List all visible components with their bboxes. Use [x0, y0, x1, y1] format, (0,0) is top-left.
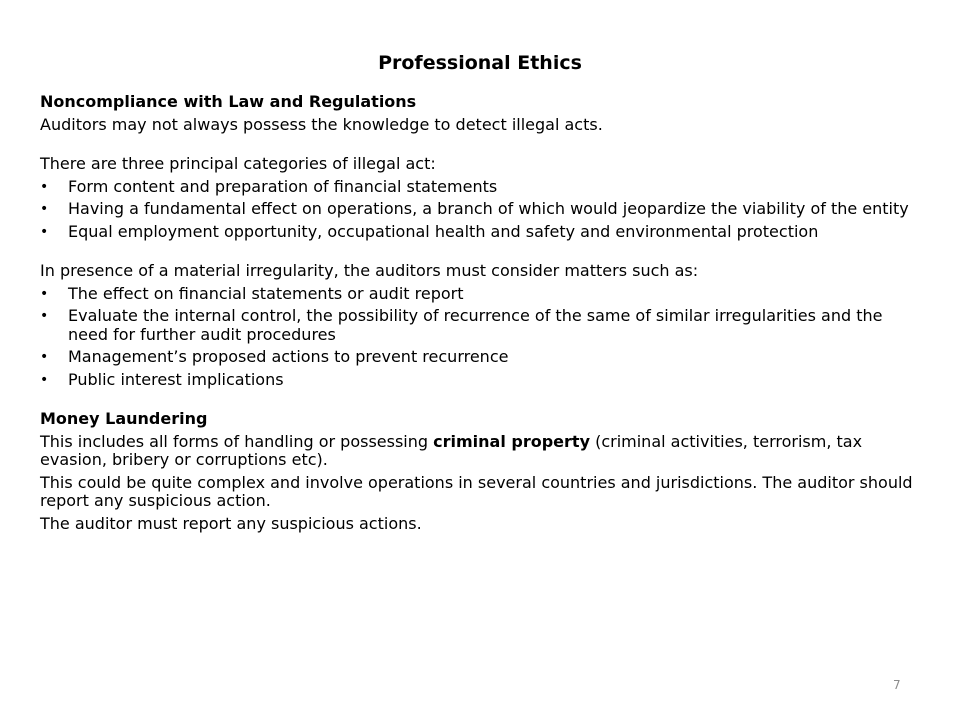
- para-text: This includes all forms of handling or possessing: [40, 431, 434, 451]
- bullet-icon: •: [40, 178, 49, 195]
- list-item-text: Having a fundamental effect on operations, a branch of which would jeopardize the viability of the entity: [68, 199, 909, 218]
- bullet-icon: •: [40, 308, 49, 324]
- illegal-act-categories-list: [40, 178, 920, 242]
- list-item: [40, 178, 920, 197]
- spacer: [40, 138, 920, 155]
- list-item-text: Public interest implications: [68, 369, 284, 389]
- illegal-act-categories-lead: There are three principal categories of illegal act:: [40, 154, 436, 173]
- list-item: [40, 200, 920, 219]
- list-item-text: The effect on financial statements or audit report: [68, 283, 464, 303]
- irregularity-lead: In presence of a material irregularity, the auditors must consider matters such as:: [40, 261, 699, 280]
- money-laundering-para-1: [40, 433, 920, 470]
- noncompliance-intro: Auditors may not always possess the knowledge to detect illegal acts.: [40, 114, 603, 134]
- list-item: [40, 223, 920, 242]
- list-item: [40, 285, 920, 304]
- money-laundering-para-3: The auditor must report any suspicious actions.: [40, 513, 422, 533]
- spacer: [40, 393, 920, 410]
- bullet-icon: •: [40, 371, 49, 388]
- list-item-text: Management’s proposed actions to prevent recurrence: [68, 347, 509, 366]
- list-item: [40, 348, 920, 367]
- bullet-icon: •: [40, 285, 49, 302]
- list-item-text: Form content and preparation of financial statements: [68, 176, 498, 196]
- list-item-text: Equal employment opportunity, occupational health and safety and environmental protection: [68, 221, 819, 241]
- slide-title: Professional Ethics: [378, 52, 582, 74]
- criminal-property-term: criminal property: [433, 431, 590, 451]
- page-number: 7: [893, 678, 901, 692]
- list-item: [40, 371, 920, 390]
- spacer: [40, 245, 920, 262]
- list-item-text: Evaluate the internal control, the possibility of recurrence of the same of similar irregularities and the need for further audit procedures: [68, 306, 883, 344]
- bullet-icon: •: [40, 223, 49, 240]
- para-text: (criminal activities, terrorism, tax evasion, bribery or corruptions etc).: [40, 431, 863, 469]
- bullet-icon: •: [40, 349, 49, 365]
- irregularity-matters-list: [40, 285, 920, 390]
- slide-content: [40, 93, 920, 537]
- list-item: [40, 307, 920, 344]
- money-laundering-para-2: This could be quite complex and involve operations in several countries and jurisdictions. The auditor should report any suspicious action.: [40, 472, 913, 510]
- section-heading-noncompliance: Noncompliance with Law and Regulations: [40, 92, 417, 111]
- bullet-icon: •: [40, 201, 49, 217]
- section-heading-money-laundering: Money Laundering: [40, 409, 208, 428]
